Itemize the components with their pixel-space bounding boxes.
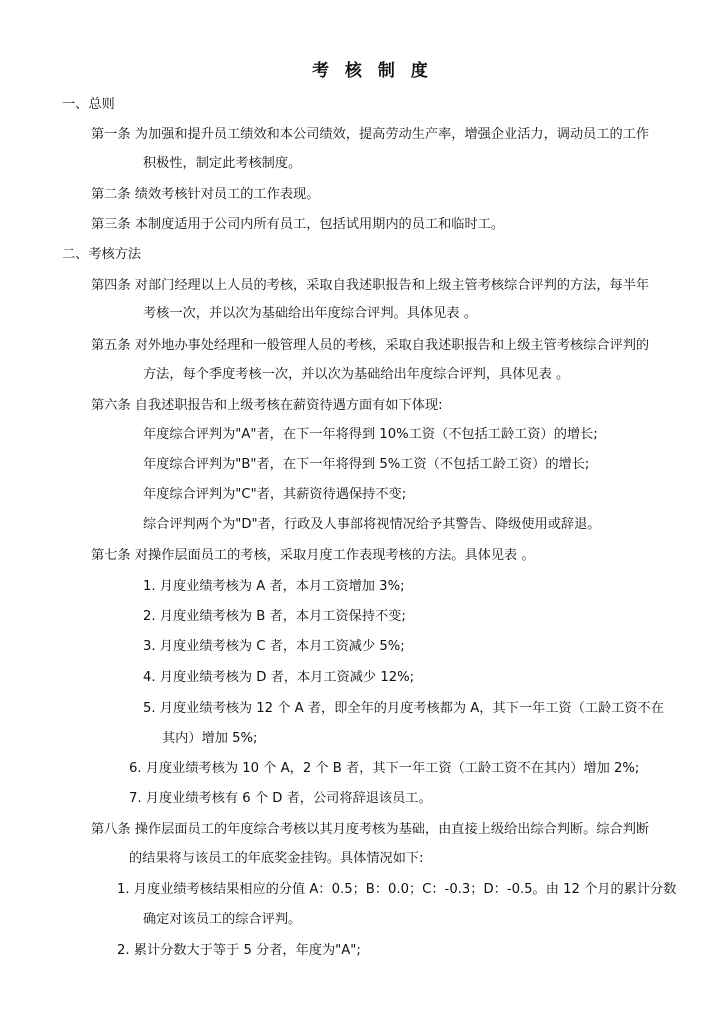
article-1-line-1: 第一条 为加强和提升员工绩效和本公司绩效，提高劳动生产率，增强企业活力，调动员工的工作 bbox=[91, 127, 650, 142]
section-heading-general: 一、总则 bbox=[62, 97, 115, 112]
article-7-line-1: 第七条 对操作层面员工的考核，采取月度工作表现考核的方法。具体见表 。 bbox=[91, 548, 535, 563]
article-1-line-2: 积极性，制定此考核制度。 bbox=[143, 156, 302, 171]
article-7-item-5-line-1: 5. 月度业绩考核为 12 个 A 者，即全年的月度考核都为 A，其下一年工资（工龄工资不在 bbox=[143, 701, 664, 716]
article-8-item-1-line-1: 1. 月度业绩考核结果相应的分值 A：0.5；B：0.0；C：-0.3；D：-0.5。由 12 个月的累计分数 bbox=[117, 882, 677, 897]
article-2: 第二条 绩效考核针对员工的工作表现。 bbox=[91, 187, 320, 202]
article-6-item-1: 年度综合评判为"A"者，在下一年将得到 10%工资（不包括工龄工资）的增长; bbox=[143, 427, 598, 442]
article-8-item-1-line-2: 确定对该员工的综合评判。 bbox=[143, 912, 302, 927]
page-title: 考 核 制 度 bbox=[312, 61, 433, 81]
article-6-item-4: 综合评判两个为"D"者，行政及人事部将视情况给予其警告、降级使用或辞退。 bbox=[143, 517, 601, 532]
article-5-line-2: 方法，每个季度考核一次，并以次为基础给出年度综合评判，具体见表 。 bbox=[143, 367, 570, 382]
article-4-line-2: 考核一次，并以次为基础给出年度综合评判。具体见表 。 bbox=[143, 306, 477, 321]
article-7-item-6: 6. 月度业绩考核为 10 个 A，2 个 B 者，其下一年工资（工龄工资不在其内）增加 2%; bbox=[129, 761, 640, 776]
article-7-item-1: 1. 月度业绩考核为 A 者，本月工资增加 3%; bbox=[143, 579, 405, 594]
article-4-line-1: 第四条 对部门经理以上人员的考核，采取自我述职报告和上级主管考核综合评判的方法，每半年 bbox=[91, 278, 650, 293]
article-5-line-1: 第五条 对外地办事处经理和一般管理人员的考核，采取自我述职报告和上级主管考核综合评判的 bbox=[91, 338, 650, 353]
article-7-item-2: 2. 月度业绩考核为 B 者，本月工资保持不变; bbox=[143, 609, 406, 624]
article-7-item-7: 7. 月度业绩考核有 6 个 D 者，公司将辞退该员工。 bbox=[129, 791, 432, 806]
article-7-item-4: 4. 月度业绩考核为 D 者，本月工资减少 12%; bbox=[143, 670, 415, 685]
article-8-line-1: 第八条 操作层面员工的年度综合考核以其月度考核为基础，由直接上级给出综合判断。综合判断 bbox=[91, 822, 650, 837]
article-6-line-1: 第六条 自我述职报告和上级考核在薪资待遇方面有如下体现: bbox=[91, 398, 443, 413]
article-8-line-2: 的结果将与该员工的年底奖金挂钩。具体情况如下: bbox=[129, 851, 424, 866]
article-7-item-5-line-2: 其内）增加 5%; bbox=[162, 731, 258, 746]
article-3: 第三条 本制度适用于公司内所有员工，包括试用期内的员工和临时工。 bbox=[91, 217, 505, 232]
section-heading-methods: 二、考核方法 bbox=[62, 247, 142, 262]
article-6-item-2: 年度综合评判为"B"者，在下一年将得到 5%工资（不包括工龄工资）的增长; bbox=[143, 457, 590, 472]
article-8-item-2: 2. 累计分数大于等于 5 分者，年度为"A"; bbox=[117, 943, 361, 958]
article-6-item-3: 年度综合评判为"C"者，其薪资待遇保持不变; bbox=[143, 487, 407, 502]
article-7-item-3: 3. 月度业绩考核为 C 者，本月工资减少 5%; bbox=[143, 639, 405, 654]
